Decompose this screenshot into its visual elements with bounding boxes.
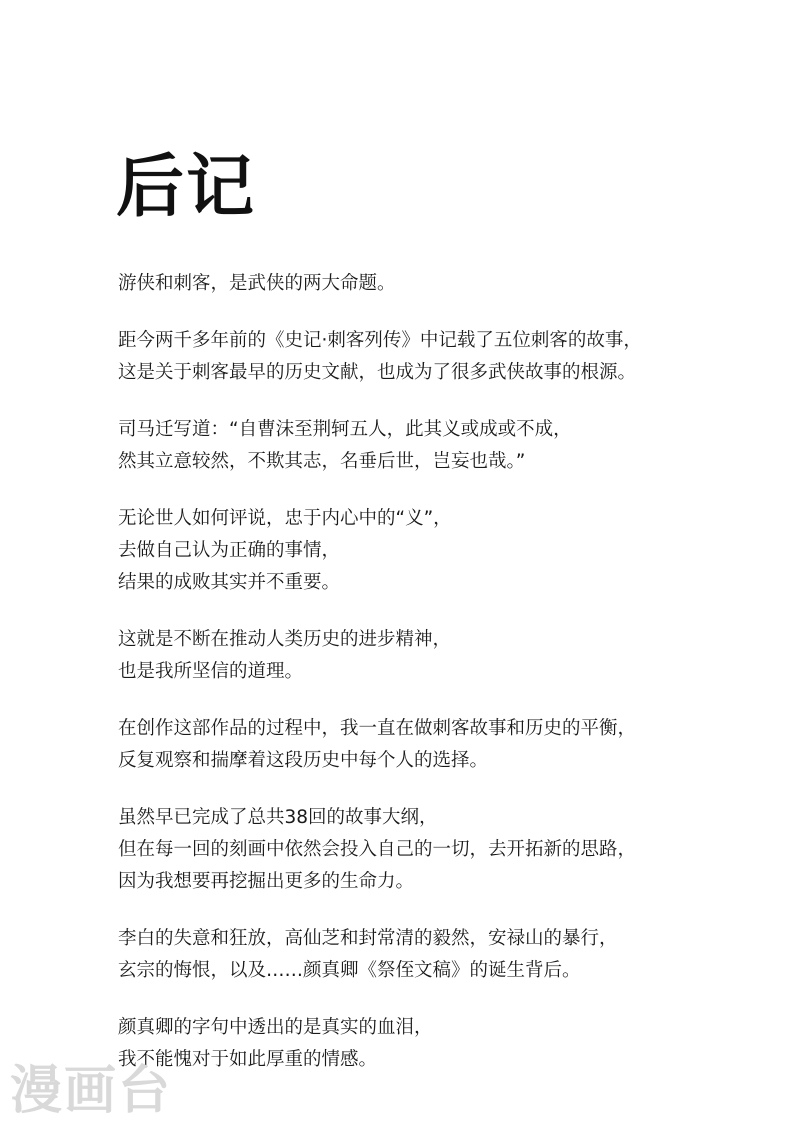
watermark-logo: 漫画台 — [10, 1061, 173, 1121]
text-line: 玄宗的悔恨，以及……颜真卿《祭侄文稿》的诞生背后。 — [118, 960, 581, 981]
text-line: 司马迁写道：“自曹沫至荆轲五人，此其义或成或不成， — [118, 419, 572, 440]
text-line: 颜真卿的字句中透出的是真实的血泪， — [118, 1017, 433, 1038]
paragraph-9 — [118, 1012, 758, 1076]
paragraph-8 — [118, 923, 758, 987]
text-line: 但在每一回的刻画中依然会投入自己的一切，去开拓新的思路， — [118, 839, 637, 860]
paragraph-5 — [118, 624, 758, 688]
text-line: 这是关于刺客最早的历史文献，也成为了很多武侠故事的根源。 — [118, 362, 637, 383]
paragraph-7 — [118, 802, 758, 898]
text-line: 也是我所坚信的道理。 — [118, 661, 304, 682]
afterword-body — [118, 268, 758, 1101]
paragraph-4 — [118, 503, 758, 599]
text-line: 无论世人如何评说，忠于内心中的“义”， — [118, 508, 452, 529]
text-line: 游侠和刺客，是武侠的两大命题。 — [118, 273, 396, 294]
text-line: 这就是不断在推动人类历史的进步精神， — [118, 629, 452, 650]
text-line: 在创作这部作品的过程中，我一直在做刺客故事和历史的平衡， — [118, 718, 637, 739]
text-line: 虽然早已完成了总共38回的故事大纲， — [118, 807, 438, 828]
text-line: 然其立意较然，不欺其志，名垂后世，岂妄也哉。” — [118, 451, 526, 472]
text-line: 反复观察和揣摩着这段历史中每个人的选择。 — [118, 750, 489, 771]
text-line: 我不能愧对于如此厚重的情感。 — [118, 1049, 378, 1070]
text-line: 去做自己认为正确的事情， — [118, 540, 341, 561]
text-line: 距今两千多年前的《史记·刺客列传》中记载了五位刺客的故事， — [118, 330, 642, 351]
paragraph-3 — [118, 414, 758, 478]
text-line: 结果的成败其实并不重要。 — [118, 572, 341, 593]
paragraph-2 — [118, 325, 758, 389]
text-line: 因为我想要再挖掘出更多的生命力。 — [118, 871, 415, 892]
paragraph-6 — [118, 713, 758, 777]
page-title: 后记 — [116, 148, 257, 227]
text-line: 李白的失意和狂放，高仙芝和封常清的毅然，安禄山的暴行， — [118, 928, 618, 949]
paragraph-1 — [118, 268, 758, 300]
